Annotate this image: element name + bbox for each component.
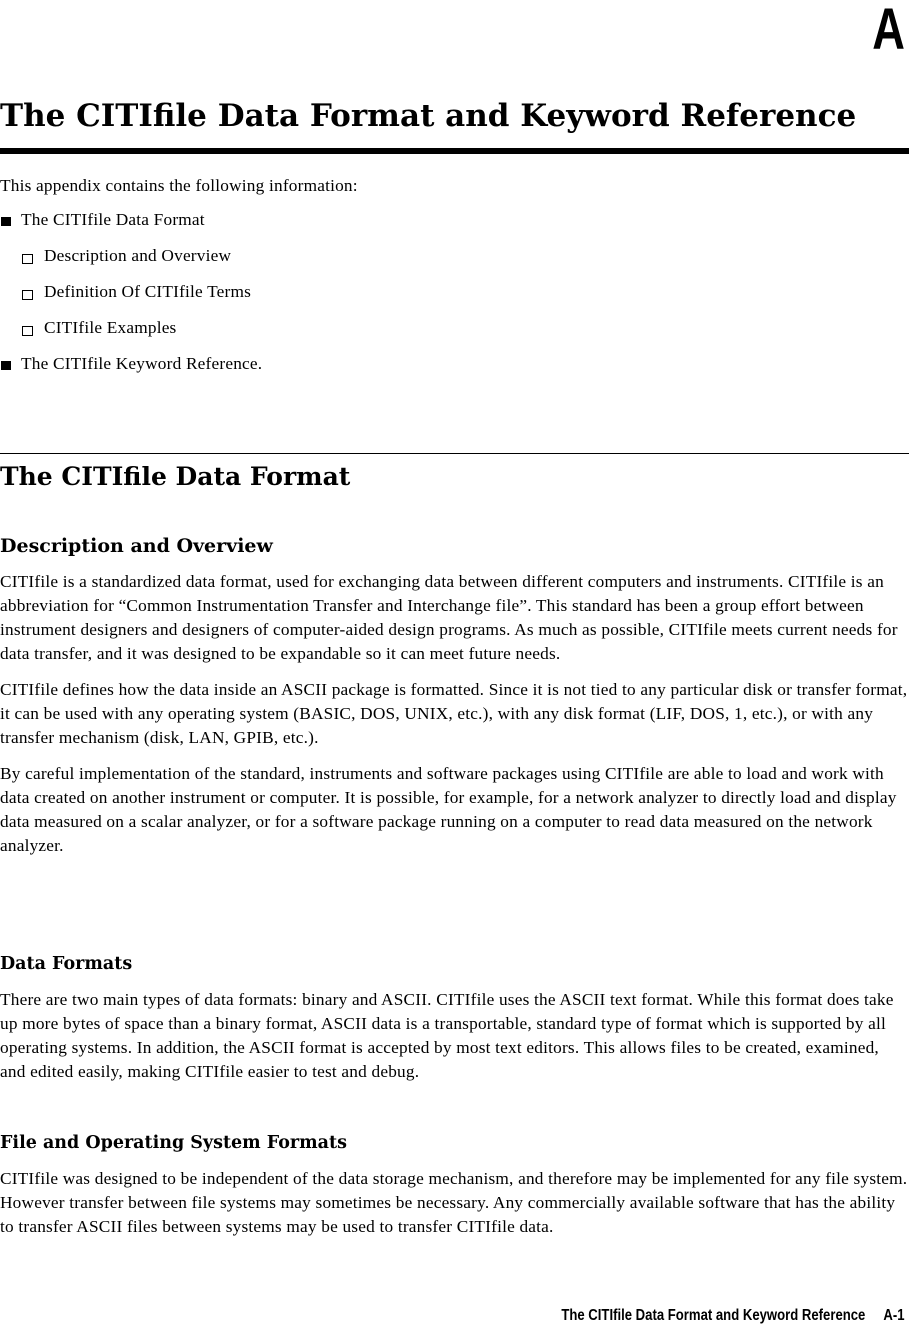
list-item-label: Description and Overview [44,246,232,265]
list-item-label: Definition Of CITIfile Terms [44,282,252,301]
page-footer [562,1306,905,1326]
chapter-divider [0,148,909,154]
list-item-label: The CITIfile Keyword Reference. [21,354,263,373]
file-formats-body [0,1167,909,1239]
list-item [0,316,262,352]
contents-list [0,208,262,388]
open-square-bullet-icon [22,326,33,336]
intro-text: This appendix contains the following information: [0,176,358,195]
list-item [0,280,262,316]
paragraph: There are two main types of data formats: binary and ASCII. CITIfile uses the ASCII text format. While this format does take up more bytes of space than a binary format, ASCII data is a transportable, standard type of format which is supported by all operating systems. In addition, the ASCII format is accepted by most text editors. This allows files to be created, examined, and edited easily, making CITIfile easier to test and debug. [0,990,894,1081]
section-divider [0,453,909,454]
filled-square-bullet-icon [1,217,11,226]
paragraph: CITIfile defines how the data inside an ASCII package is formatted. Since it is not tied to any particular disk or transfer format, it can be used with any operating system (BASIC, DOS, UNIX, etc.), with any disk format (LIF, DOS, 1, etc.), or with any transfer mechanism (disk, LAN, GPIB, etc.). [0,680,908,747]
filled-square-bullet-icon [1,361,11,370]
section-title: The CITIfile Data Format [0,462,351,491]
open-square-bullet-icon [22,254,33,264]
subsection-title-data-formats: Data Formats [0,954,133,974]
list-item [0,244,262,280]
appendix-letter: A [872,0,905,62]
paragraph: By careful implementation of the standard, instruments and software packages using CITIfile are able to load and work with data created on another instrument or computer. It is possible, for example, for a network analyzer to directly load and display data measured on a scalar analyzer, or for a software package running on a computer to read data measured on the network analyzer. [0,764,897,855]
paragraph: CITIfile was designed to be independent of the data storage mechanism, and therefore may be implemented for any file system. However transfer between file systems may sometimes be necessary. Any commercially available software that has the ability to transfer ASCII files between systems may be used to transfer CITIfile data. [0,1169,908,1236]
list-item-label: The CITIfile Data Format [21,210,205,229]
paragraph: CITIfile is a standardized data format, used for exchanging data between different computers and instruments. CITIfile is an abbreviation for “Common Instrumentation Transfer and Interchange file”. This standard has been a group effort between instrument designers and designers of computer-aided design programs. As much as possible, CITIfile meets current needs for data transfer, and it was designed to be expandable so it can meet future needs. [0,572,898,663]
data-formats-body [0,988,909,1084]
list-item [0,208,262,244]
subsection-title-description: Description and Overview [0,535,273,557]
chapter-title: The CITIfile Data Format and Keyword Reference [0,98,857,134]
open-square-bullet-icon [22,290,33,300]
list-item [0,352,262,388]
description-body [0,570,909,858]
list-item-label: CITIfile Examples [44,318,177,337]
page-number: A-1 [883,1307,905,1324]
running-title: The CITIfile Data Format and Keyword Reference [561,1307,866,1324]
subsection-title-file-formats: File and Operating System Formats [0,1133,347,1153]
